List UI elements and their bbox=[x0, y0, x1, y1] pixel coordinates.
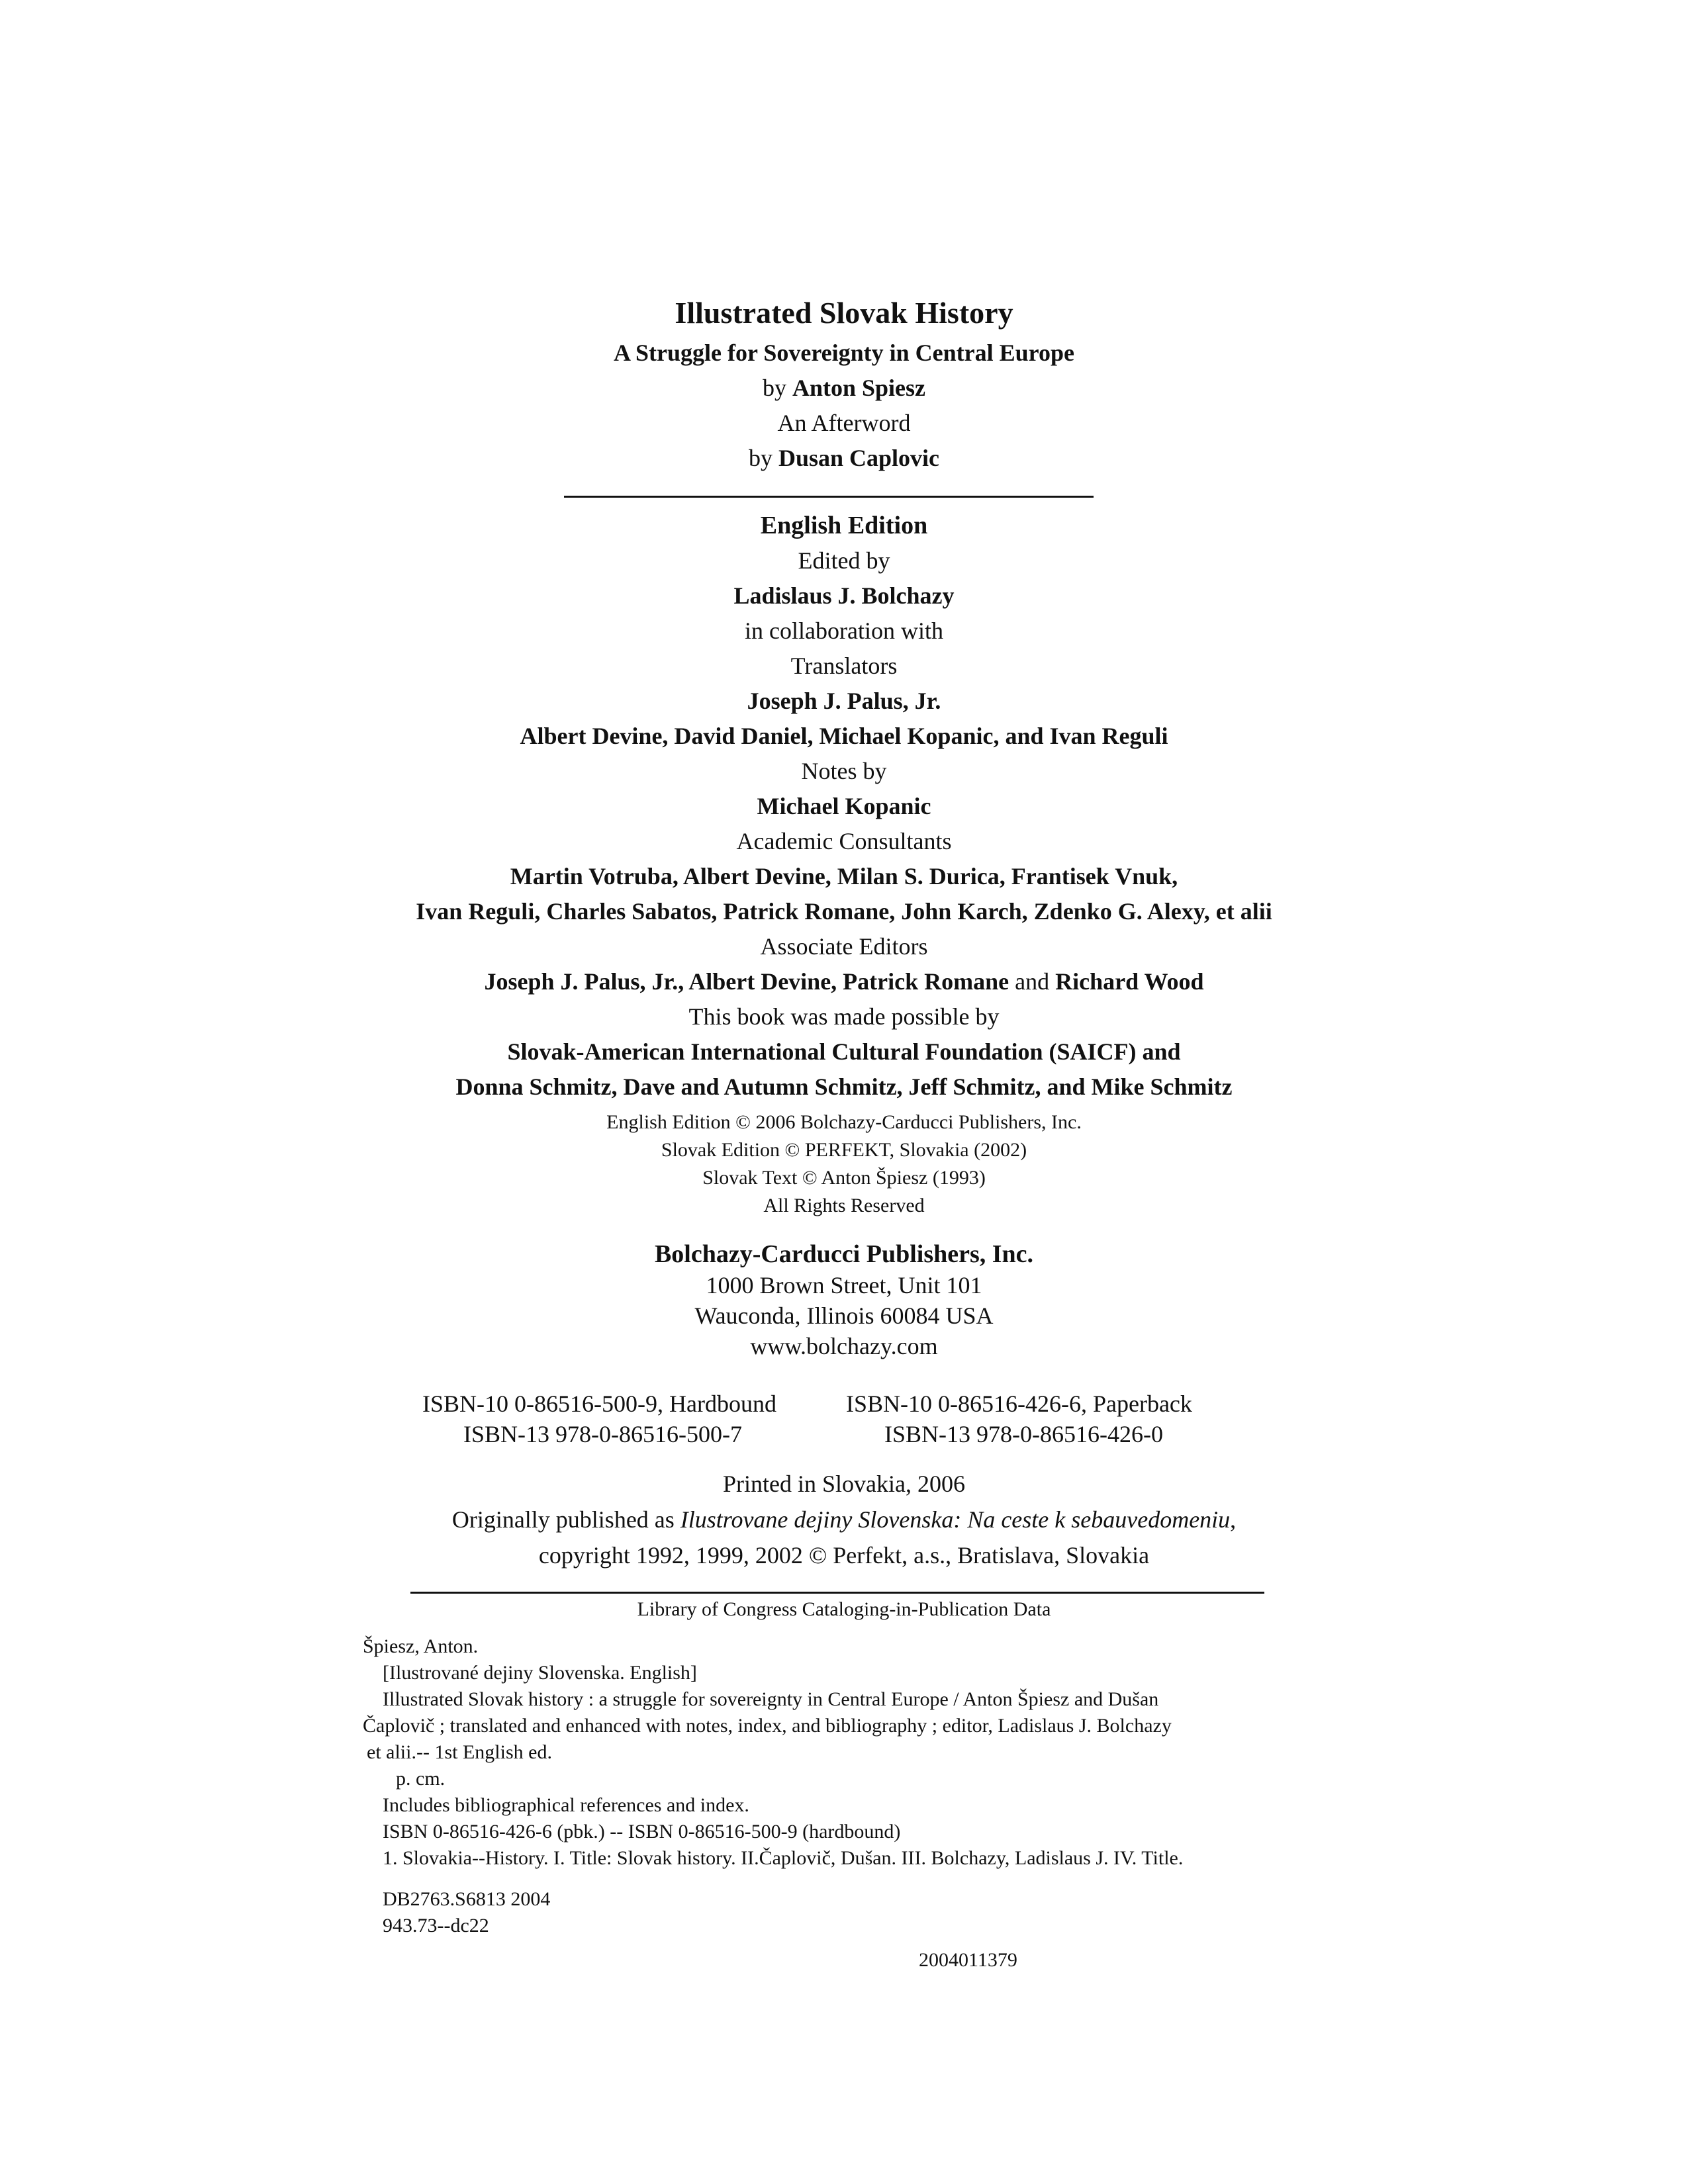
printing-info bbox=[0, 1466, 1688, 1573]
associate-editors-and: and bbox=[1009, 968, 1056, 995]
english-copyright: English Edition © 2006 Bolchazy-Carducci Publishers, Inc. bbox=[606, 1111, 1082, 1133]
editor-name: Ladislaus J. Bolchazy bbox=[733, 582, 955, 609]
cip-dewey: 943.73--dc22 bbox=[383, 1915, 489, 1936]
afterword-author-name: Dusan Caplovic bbox=[778, 445, 940, 471]
printed-in: Printed in Slovakia, 2006 bbox=[723, 1471, 965, 1497]
bottom-divider bbox=[410, 1592, 1264, 1594]
collaboration-label: in collaboration with bbox=[745, 617, 943, 644]
cip-isbn: ISBN 0-86516-426-6 (pbk.) -- ISBN 0-86516-500-9 (hardbound) bbox=[383, 1821, 901, 1843]
other-translators: Albert Devine, David Daniel, Michael Kopanic, and Ivan Reguli bbox=[520, 723, 1168, 749]
book-subtitle: A Struggle for Sovereignty in Central Europe bbox=[614, 340, 1074, 366]
associate-editors-names: Joseph J. Palus, Jr., Albert Devine, Patrick Romane bbox=[484, 968, 1009, 995]
slovak-edition-copyright: Slovak Edition © PERFEKT, Slovakia (2002) bbox=[661, 1139, 1027, 1161]
cip-pagination: p. cm. bbox=[396, 1768, 445, 1790]
cip-lccn: 2004011379 bbox=[919, 1949, 1017, 1971]
cip-title-line-3: et alii.-- 1st English ed. bbox=[367, 1741, 552, 1763]
lead-translator: Joseph J. Palus, Jr. bbox=[747, 688, 941, 714]
cip-note: Includes bibliographical references and index. bbox=[383, 1794, 749, 1816]
cip-subjects: 1. Slovakia--History. I. Title: Slovak history. II.Čaplovič, Dušan. III. Bolchazy, Ladislaus J. IV. Title. bbox=[383, 1847, 1184, 1869]
sponsors-line-2: Donna Schmitz, Dave and Autumn Schmitz, Jeff Schmitz, and Mike Schmitz bbox=[455, 1073, 1233, 1100]
afterword-label: An Afterword bbox=[777, 410, 911, 436]
isbn-10-paperback: ISBN-10 0-86516-426-6, Paperback bbox=[846, 1390, 1192, 1417]
sponsors-line-1: Slovak-American International Cultural Foundation (SAICF) and bbox=[507, 1038, 1181, 1065]
copyright-notices bbox=[0, 1109, 1688, 1220]
translators-label: Translators bbox=[790, 653, 898, 679]
notes-author: Michael Kopanic bbox=[757, 793, 931, 819]
isbn-13-paperback: ISBN-13 978-0-86516-426-0 bbox=[884, 1421, 1163, 1447]
cip-main-entry: Špiesz, Anton. bbox=[363, 1635, 479, 1657]
original-title: Ilustrovane dejiny Slovenska: Na ceste k sebauvedomeniu bbox=[680, 1506, 1231, 1533]
publisher-address-1: 1000 Brown Street, Unit 101 bbox=[706, 1272, 982, 1298]
rights-reserved: All Rights Reserved bbox=[763, 1195, 925, 1216]
title-block bbox=[0, 291, 1688, 476]
associate-editors-line bbox=[0, 964, 1688, 999]
publisher-name: Bolchazy-Carducci Publishers, Inc. bbox=[654, 1240, 1034, 1268]
consultants-line-1: Martin Votruba, Albert Devine, Milan S. Durica, Frantisek Vnuk, bbox=[510, 863, 1178, 889]
consultants-label: Academic Consultants bbox=[736, 828, 952, 854]
author-line bbox=[0, 371, 1688, 406]
cip-heading: Library of Congress Cataloging-in-Publication Data bbox=[637, 1598, 1051, 1620]
isbn-13-hardbound: ISBN-13 978-0-86516-500-7 bbox=[463, 1421, 742, 1447]
afterword-author-line bbox=[0, 441, 1688, 476]
associate-editors-label: Associate Editors bbox=[760, 933, 928, 960]
consultants-line-2: Ivan Reguli, Charles Sabatos, Patrick Romane, John Karch, Zdenko G. Alexy, et alii bbox=[416, 898, 1272, 925]
cip-lc-class: DB2763.S6813 2004 bbox=[383, 1888, 551, 1910]
original-publication bbox=[0, 1502, 1688, 1537]
publisher-address-2: Wauconda, Illinois 60084 USA bbox=[694, 1302, 994, 1329]
edition-credits bbox=[0, 508, 1688, 1105]
cip-uniform-title: [Ilustrované dejiny Slovenska. English] bbox=[383, 1662, 697, 1684]
afterword-author-prefix: by bbox=[748, 445, 778, 471]
edited-by-label: Edited by bbox=[798, 547, 890, 574]
original-suffix: , bbox=[1230, 1506, 1237, 1533]
original-copyright: copyright 1992, 1999, 2002 © Perfekt, a.s., Bratislava, Slovakia bbox=[538, 1542, 1150, 1569]
cip-record bbox=[363, 1633, 1323, 1939]
author-name: Anton Spiesz bbox=[792, 375, 926, 401]
edition-heading: English Edition bbox=[760, 512, 928, 539]
cip-title-line-2: Čaplovič ; translated and enhanced with notes, index, and bibliography ; editor, Ladislaus J. Bolchazy bbox=[363, 1715, 1172, 1737]
associate-editors-last: Richard Wood bbox=[1055, 968, 1204, 995]
publisher-website: www.bolchazy.com bbox=[750, 1333, 938, 1359]
book-title: Illustrated Slovak History bbox=[675, 296, 1013, 330]
slovak-text-copyright: Slovak Text © Anton Špiesz (1993) bbox=[702, 1167, 986, 1189]
publisher-info bbox=[0, 1238, 1688, 1361]
cip-title-line-1: Illustrated Slovak history : a struggle for sovereignty in Central Europe / Anton Špiesz and Dušan bbox=[383, 1688, 1159, 1710]
notes-label: Notes by bbox=[801, 758, 887, 784]
author-prefix: by bbox=[762, 375, 792, 401]
original-prefix: Originally published as bbox=[451, 1506, 680, 1533]
isbn-10-hardbound: ISBN-10 0-86516-500-9, Hardbound bbox=[422, 1390, 776, 1417]
made-possible-label: This book was made possible by bbox=[688, 1003, 1000, 1030]
top-divider bbox=[564, 496, 1094, 498]
